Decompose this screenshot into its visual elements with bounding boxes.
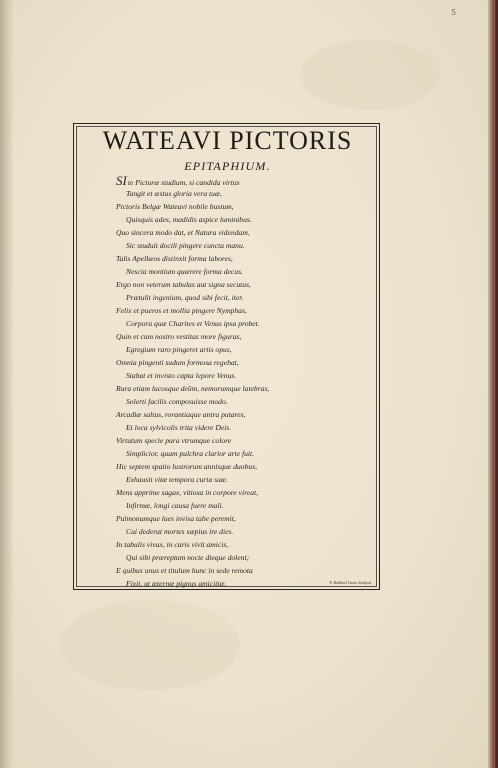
poem-line: Stabat et invisto capta lepore Venus.	[126, 371, 237, 380]
epitaph-frame	[73, 123, 380, 590]
drop-cap: SI	[116, 173, 127, 188]
poem-line: Sic studuit docili pingere cuncta manu.	[126, 241, 245, 250]
poem-line: Arcadiæ saltus, rorantiaque antra putares,	[116, 410, 246, 419]
paper-stain	[300, 40, 440, 110]
poem-line	[116, 174, 240, 187]
poem-line: Felix et pueros et mollia pingere Nymphas,	[116, 306, 247, 315]
book-edge	[488, 0, 498, 768]
paper-stain	[60, 600, 240, 690]
poem-line: E quibus unus et titulum hunc in sede remota	[116, 566, 253, 575]
poem-line-text: te Picturæ studium, si candida virtus	[127, 178, 240, 187]
poem-line: Quo sincera modo dat, et Natura videndam,	[116, 228, 250, 237]
poem-line: Pulmonumque lues invisa tabe peremit,	[116, 514, 236, 523]
poem-line: Cui dederat mortes sæpius ire dies.	[126, 527, 234, 536]
poem-line: Infirmæ, longi causa fuere mali.	[126, 501, 224, 510]
poem-line: Nescia montium quærere forma decus.	[126, 267, 243, 276]
poem-line: Fixit, ut æternæ pignus amicitiæ.	[126, 579, 227, 588]
poem-line: Et loca sylvicolis trita videre Deis.	[126, 423, 232, 432]
poem-line: Hic septem spatio lustrorum annisque duobus,	[116, 462, 258, 471]
poem-line: Egregium raro pingeret artis opus,	[126, 345, 232, 354]
poem-line: Ergo non veterum tabulas aut signa secutus,	[116, 280, 251, 289]
poem-line: Tangit et æstus gloria vera tuæ,	[126, 189, 222, 198]
page-title: WATEAVI PICTORIS	[102, 126, 353, 155]
poem-line: Virtutum specie pura vtrumque colore	[116, 436, 232, 445]
poem-line: Simplicior, quam pulchra clarior arte fuit.	[126, 449, 255, 458]
poem-line: Solerti facilis composuisse modo.	[126, 397, 228, 406]
poem-line: Pictoris Belgæ Wateavi nobile bustum,	[116, 202, 234, 211]
page-gutter	[0, 0, 14, 768]
poem-line: In tabulis vivax, in caris vivit amicis,	[116, 540, 229, 549]
poem-line: Mens apprime sagax, vitiosa in corpore vireat,	[116, 488, 259, 497]
engraver-credit: F. Baillard Lisieu Sculpsit	[329, 580, 371, 585]
page-number: 5	[451, 8, 457, 17]
poem-line: Talis Apellæos distinxit forma labores,	[116, 254, 233, 263]
poem-line: Qui sibi præreptum nocte dieque dolent;	[126, 553, 250, 562]
poem-line: Prætulit ingenium, quod sibi fecit, iter.	[126, 293, 244, 302]
page-subtitle: EPITAPHIUM.	[184, 159, 271, 173]
poem-line: Exhausit vitæ tempora curta suæ.	[126, 475, 228, 484]
poem-line: Quisquis ades, madidis aspice luminibus.	[126, 215, 252, 224]
poem-line: Rura etiam lucosque deûm, nemorumque latebras,	[116, 384, 270, 393]
poem-line: Omnia pingenti sudum formosa regebat,	[116, 358, 239, 367]
poem-line: Quin et cum nostro vestitas more figuras,	[116, 332, 242, 341]
poem-line: Corpora quæ Charites et Venus ipsa probet.	[126, 319, 260, 328]
